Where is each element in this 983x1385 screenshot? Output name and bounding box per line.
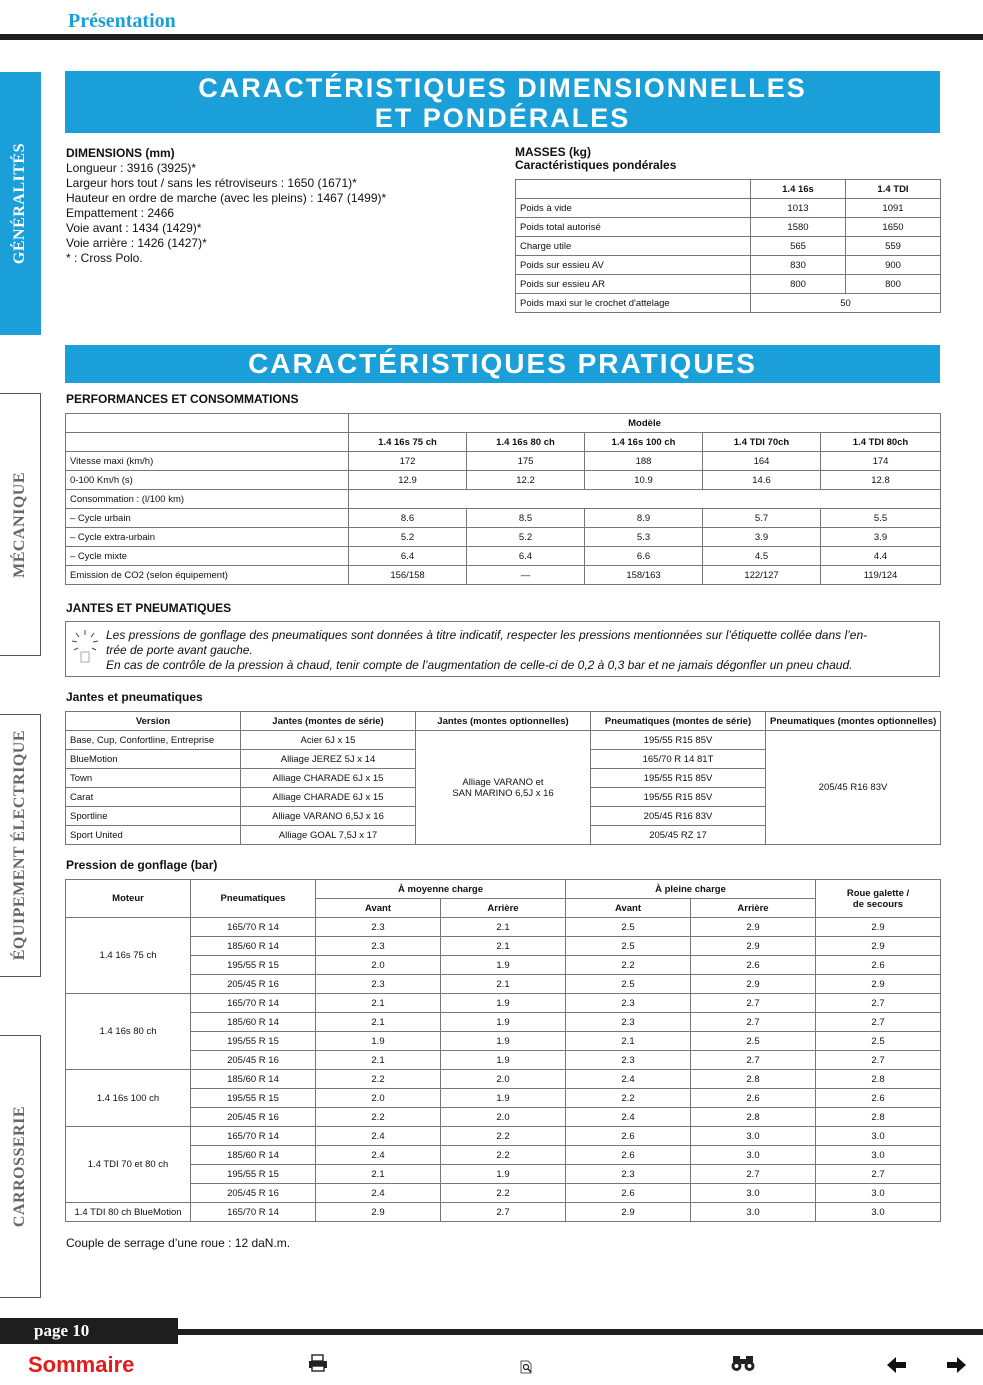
banner-line: ET PONDÉRALES [374,103,631,133]
table-cell: 195/55 R 15 [191,1089,316,1108]
tab-carrosserie[interactable] [0,1035,41,1298]
column-header: Avant [566,899,691,918]
engine-cell: 1.4 16s 80 ch [66,994,191,1070]
table-cell: 2.7 [816,994,941,1013]
dimension-line: Voie avant : 1434 (1429)* [66,221,202,235]
table-cell: 2.5 [566,937,691,956]
table-cell: 2.7 [816,1051,941,1070]
table-cell: 2.8 [816,1108,941,1127]
tab-label: ÉQUIPEMENT ÉLECTRIQUE [11,730,28,961]
note-text: trée de porte avant gauche. [106,643,253,657]
column-header: Version [66,712,241,731]
table-cell: Sport United [66,826,241,845]
table-cell: 195/55 R 15 [191,1165,316,1184]
table-cell: 3.0 [691,1184,816,1203]
table-cell: 2.0 [441,1070,566,1089]
table-cell: Alliage CHARADE 6J x 15 [241,769,416,788]
table-cell: 2.4 [566,1070,691,1089]
note-text: Les pressions de gonflage des pneumatiques sont données à titre indicatif, respecter les pressions mentionnées sur l’étiquette collée dans l’en- [106,628,868,642]
table-cell: 2.9 [816,937,941,956]
table-cell: 12.2 [467,471,585,490]
tab-mecanique[interactable] [0,393,41,656]
table-cell: 2.9 [691,975,816,994]
table-cell: 2.2 [441,1146,566,1165]
header-line: Roue galette / [846,887,910,899]
table-cell: 205/45 RZ 17 [591,826,766,845]
table-cell: 2.6 [566,1146,691,1165]
table-row [66,433,941,452]
table-cell: – Cycle mixte [66,547,349,566]
table-cell: 3.0 [691,1203,816,1222]
table-cell: 2.1 [566,1032,691,1051]
table-cell: 2.7 [691,1013,816,1032]
table-cell: 2.2 [441,1184,566,1203]
engine-cell: 1.4 16s 75 ch [66,918,191,994]
table-cell: 3.9 [821,528,941,547]
table-cell: 119/124 [821,566,941,585]
table-cell: 0-100 Km/h (s) [66,471,349,490]
column-header [816,880,941,918]
tab-generalites[interactable] [0,72,41,335]
table-cell: 2.1 [316,994,441,1013]
table-row [66,1070,941,1089]
table-cell: 2.2 [566,1089,691,1108]
table-cell: 50 [751,294,941,313]
table-cell: 205/45 R 16 [191,975,316,994]
table-row [66,1184,941,1203]
dimension-line: Longueur : 3916 (3925)* [66,161,197,175]
table-cell: Poids maxi sur le crochet d'attelage [516,294,751,313]
table-cell: 2.2 [566,956,691,975]
table-cell: 2.6 [691,1089,816,1108]
table-cell: 2.2 [316,1108,441,1127]
table-cell: 205/45 R16 83V [591,807,766,826]
table-cell [349,490,941,509]
table-row [66,1089,941,1108]
pression-title: Pression de gonflage (bar) [66,858,218,872]
column-header: 1.4 TDI 70ch [703,433,821,452]
column-header: 1.4 16s [751,180,846,199]
table-cell: 185/60 R 14 [191,1013,316,1032]
table-row [66,1203,941,1222]
table-cell: 2.3 [316,918,441,937]
table-cell: 565 [751,237,846,256]
column-header: Jantes (montes optionnelles) [416,712,591,731]
table-cell: 800 [846,275,941,294]
dimension-line: Empattement : 2466 [66,206,175,220]
table-cell: 2.3 [316,937,441,956]
pression-table [65,879,941,1222]
performances-title: PERFORMANCES ET CONSOMMATIONS [66,392,299,406]
table-cell: Town [66,769,241,788]
dimensions-block [66,146,386,266]
table-cell: 2.7 [691,1051,816,1070]
column-header: Modèle [349,414,941,433]
table-cell [66,414,349,433]
table-cell: Poids sur essieu AV [516,256,751,275]
table-cell: – Cycle extra-urbain [66,528,349,547]
table-cell: 2.6 [566,1184,691,1203]
table-cell: 3.0 [816,1203,941,1222]
table-cell: 2.7 [816,1165,941,1184]
table-row [516,218,941,237]
engine-cell: 1.4 16s 100 ch [66,1070,191,1127]
table-cell: Poids total autorisé [516,218,751,237]
table-cell: 2.9 [816,918,941,937]
table-cell: 2.4 [316,1184,441,1203]
table-cell: 2.3 [566,1051,691,1070]
table-cell: 2.9 [816,975,941,994]
table-cell: 559 [846,237,941,256]
page-number: page 10 [0,1318,178,1344]
column-header: Jantes (montes de série) [241,712,416,731]
table-cell: 5.5 [821,509,941,528]
table-cell: 1013 [751,199,846,218]
table-cell: 3.0 [691,1146,816,1165]
table-row [516,237,941,256]
table-cell: 2.7 [441,1203,566,1222]
table-cell: 5.3 [585,528,703,547]
table-cell: 4.4 [821,547,941,566]
table-cell: Alliage VARANO 6,5J x 16 [241,807,416,826]
table-cell: 2.7 [691,994,816,1013]
table-cell: 205/45 R 16 [191,1108,316,1127]
table-cell: 2.4 [316,1127,441,1146]
table-cell: 2.9 [316,1203,441,1222]
table-cell: 2.6 [691,956,816,975]
table-cell: 165/70 R 14 [191,1203,316,1222]
table-cell: 12.8 [821,471,941,490]
table-cell: 195/55 R15 85V [591,769,766,788]
table-cell: 2.1 [316,1051,441,1070]
table-cell: Poids à vide [516,199,751,218]
table-cell: 2.0 [316,1089,441,1108]
table-cell: Carat [66,788,241,807]
table-cell: 12.9 [349,471,467,490]
table-cell: 188 [585,452,703,471]
table-cell: 1580 [751,218,846,237]
dimension-line: Largeur hors tout / sans les rétroviseurs : 1650 (1671)* [66,176,357,190]
tab-label: GÉNÉRALITÉS [11,142,28,265]
table-row [516,275,941,294]
table-cell: 5.2 [467,528,585,547]
masses-heading [515,146,676,172]
table-row [66,509,941,528]
table-row [66,1165,941,1184]
table-cell: 2.7 [691,1165,816,1184]
table-cell: 6.6 [585,547,703,566]
column-header: 1.4 TDI 80ch [821,433,941,452]
banner-line: CARACTÉRISTIQUES DIMENSIONNELLES [198,73,807,103]
table-cell: 1.9 [441,1165,566,1184]
table-cell: Sportline [66,807,241,826]
jantes-table [65,711,941,845]
column-header: Pneumatiques [191,880,316,918]
table-cell: 205/45 R 16 [191,1184,316,1203]
table-cell: 2.3 [566,1013,691,1032]
column-header: 1.4 16s 80 ch [467,433,585,452]
table-cell: 3.0 [816,1127,941,1146]
table-cell: 165/70 R 14 81T [591,750,766,769]
table-cell: 2.0 [441,1108,566,1127]
masses-subtitle: Caractéristiques pondérales [515,158,677,172]
table-cell: 1.9 [441,956,566,975]
table-row [66,731,941,750]
table-cell: 2.8 [816,1070,941,1089]
table-cell: 175 [467,452,585,471]
table-cell: 185/60 R 14 [191,1146,316,1165]
table-cell: 6.4 [349,547,467,566]
table-cell [516,180,751,199]
table-cell: 195/55 R 15 [191,956,316,975]
table-cell: – Cycle urbain [66,509,349,528]
table-cell: 830 [751,256,846,275]
table-cell: 2.8 [691,1070,816,1089]
table-cell: Acier 6J x 15 [241,731,416,750]
table-cell: 2.9 [691,918,816,937]
column-header: Arrière [691,899,816,918]
table-row [66,937,941,956]
footer-divider [178,1329,983,1335]
table-cell: 2.9 [566,1203,691,1222]
table-cell: 4.5 [703,547,821,566]
table-cell: 3.9 [703,528,821,547]
engine-cell: 1.4 TDI 80 ch BlueMotion [66,1203,191,1222]
table-cell: 2.9 [691,937,816,956]
arrow-right-icon[interactable] [946,1357,966,1373]
table-cell: 2.6 [566,1127,691,1146]
table-row [66,1108,941,1127]
arrow-left-icon[interactable] [887,1357,907,1373]
masses-title: MASSES (kg) [515,145,592,159]
table-cell: 1.9 [316,1032,441,1051]
tab-equipement-electrique[interactable] [0,714,41,977]
table-row [66,880,941,899]
table-cell: 8.9 [585,509,703,528]
table-cell: 172 [349,452,467,471]
table-cell: 2.3 [316,975,441,994]
jantes-section-title: JANTES ET PNEUMATIQUES [66,601,232,615]
section-banner-pratiques: CARACTÉRISTIQUES PRATIQUES [65,345,940,383]
table-row [516,294,941,313]
table-cell: 2.3 [566,994,691,1013]
table-cell: Alliage GOAL 7,5J x 17 [241,826,416,845]
optional-rim-cell [416,731,591,845]
table-cell: — [467,566,585,585]
table-row [66,1032,941,1051]
table-row [516,256,941,275]
table-cell: 122/127 [703,566,821,585]
table-cell: 2.2 [441,1127,566,1146]
column-header: 1.4 16s 100 ch [585,433,703,452]
table-cell: 156/158 [349,566,467,585]
masses-table [515,179,941,313]
table-cell: 174 [821,452,941,471]
table-row [66,1127,941,1146]
table-row [66,975,941,994]
table-cell: Charge utile [516,237,751,256]
table-row [66,712,941,731]
table-cell: 2.2 [316,1070,441,1089]
table-cell [66,433,349,452]
dimension-line: Voie arrière : 1426 (1427)* [66,236,207,250]
table-cell: 5.7 [703,509,821,528]
table-row [66,566,941,585]
engine-cell: 1.4 TDI 70 et 80 ch [66,1127,191,1203]
sommaire-link[interactable]: Sommaire [28,1352,135,1377]
table-cell: 2.1 [441,937,566,956]
table-cell: 2.6 [816,1089,941,1108]
column-header: Arrière [441,899,566,918]
table-cell: 3.0 [816,1146,941,1165]
table-cell: 2.1 [441,918,566,937]
table-cell: 10.9 [585,471,703,490]
search-document-icon[interactable] [520,1360,534,1374]
table-cell: 1091 [846,199,941,218]
table-cell: 800 [751,275,846,294]
column-header: 1.4 TDI [846,180,941,199]
table-cell: 2.1 [316,1165,441,1184]
dimensions-title: DIMENSIONS (mm) [66,146,175,160]
column-header: Pneumatiques (montes de série) [591,712,766,731]
table-cell: 165/70 R 14 [191,1127,316,1146]
column-header: À pleine charge [566,880,816,899]
jantes-table-title: Jantes et pneumatiques [66,690,203,704]
table-cell: 8.6 [349,509,467,528]
table-cell: 3.0 [691,1127,816,1146]
table-row [66,414,941,433]
column-header: 1.4 16s 75 ch [349,433,467,452]
table-cell: 3.0 [816,1184,941,1203]
table-cell: 195/55 R15 85V [591,788,766,807]
table-cell: 2.4 [566,1108,691,1127]
table-cell: 1.9 [441,1089,566,1108]
dimension-line: Hauteur en ordre de marche (avec les pleins) : 1467 (1499)* [66,191,387,205]
table-cell: 2.7 [816,1013,941,1032]
table-row [66,994,941,1013]
torque-note: Couple de serrage d’une roue : 12 daN.m. [66,1236,291,1250]
page-section-title: Présentation [68,10,176,32]
table-cell: 1.9 [441,1013,566,1032]
table-cell: 2.5 [566,975,691,994]
table-cell: 6.4 [467,547,585,566]
table-row [516,180,941,199]
table-row [66,528,941,547]
header-divider [0,34,983,40]
lightbulb-icon [72,628,98,668]
table-cell: 2.8 [691,1108,816,1127]
table-cell: 1.9 [441,994,566,1013]
table-row [66,452,941,471]
table-cell: 1650 [846,218,941,237]
table-cell: Alliage CHARADE 6J x 15 [241,788,416,807]
column-header: Moteur [66,880,191,918]
table-row [66,918,941,937]
performances-table [65,413,941,585]
table-cell: 164 [703,452,821,471]
table-cell: 2.5 [566,918,691,937]
table-cell: 2.4 [316,1146,441,1165]
section-banner-dimensions [65,71,940,133]
table-cell: 8.5 [467,509,585,528]
table-cell: 14.6 [703,471,821,490]
table-cell: Consommation : (l/100 km) [66,490,349,509]
column-header: À moyenne charge [316,880,566,899]
table-cell: 195/55 R15 85V [591,731,766,750]
note-text: En cas de contrôle de la pression à chaud, tenir compte de l’augmentation de celle-ci de 0,2 à 0,3 bar et ne jamais dégonfler un pneu chaud. [106,658,853,672]
table-cell: 195/55 R 15 [191,1032,316,1051]
table-cell: 2.5 [691,1032,816,1051]
table-cell: 165/70 R 14 [191,918,316,937]
column-header: Pneumatiques (montes optionnelles) [766,712,941,731]
table-cell: 205/45 R 16 [191,1051,316,1070]
table-cell: 158/163 [585,566,703,585]
table-cell: 185/60 R 14 [191,1070,316,1089]
table-cell: 185/60 R 14 [191,937,316,956]
table-cell: Poids sur essieu AR [516,275,751,294]
tab-label: CARROSSERIE [11,1105,28,1228]
table-cell: 2.0 [316,956,441,975]
cell-line: Alliage VARANO et [462,776,544,788]
column-header: Avant [316,899,441,918]
dimension-line: * : Cross Polo. [66,251,143,265]
table-cell: Base, Cup, Confortline, Entreprise [66,731,241,750]
table-row [66,956,941,975]
table-cell: Vitesse maxi (km/h) [66,452,349,471]
table-cell: 1.9 [441,1032,566,1051]
table-cell: 2.1 [316,1013,441,1032]
table-cell: Alliage JEREZ 5J x 14 [241,750,416,769]
table-row [516,199,941,218]
table-cell: BlueMotion [66,750,241,769]
printer-icon[interactable] [308,1354,328,1372]
table-row [66,471,941,490]
table-cell: 2.1 [441,975,566,994]
table-cell: 5.2 [349,528,467,547]
cell-line: SAN MARINO 6,5J x 16 [452,787,554,799]
pressure-note [65,621,940,677]
table-cell: 2.5 [816,1032,941,1051]
table-cell: 2.3 [566,1165,691,1184]
table-cell: Emission de CO2 (selon équipement) [66,566,349,585]
binoculars-icon[interactable] [731,1354,755,1372]
table-cell: 1.9 [441,1051,566,1070]
table-cell: 2.6 [816,956,941,975]
table-row [66,1146,941,1165]
table-cell: 900 [846,256,941,275]
table-cell: 165/70 R 14 [191,994,316,1013]
table-row [66,490,941,509]
table-row [66,1051,941,1070]
optional-tyre-cell: 205/45 R16 83V [766,731,941,845]
header-line: de secours [852,898,904,910]
tab-label: MÉCANIQUE [11,471,28,578]
table-row [66,547,941,566]
table-row [66,1013,941,1032]
